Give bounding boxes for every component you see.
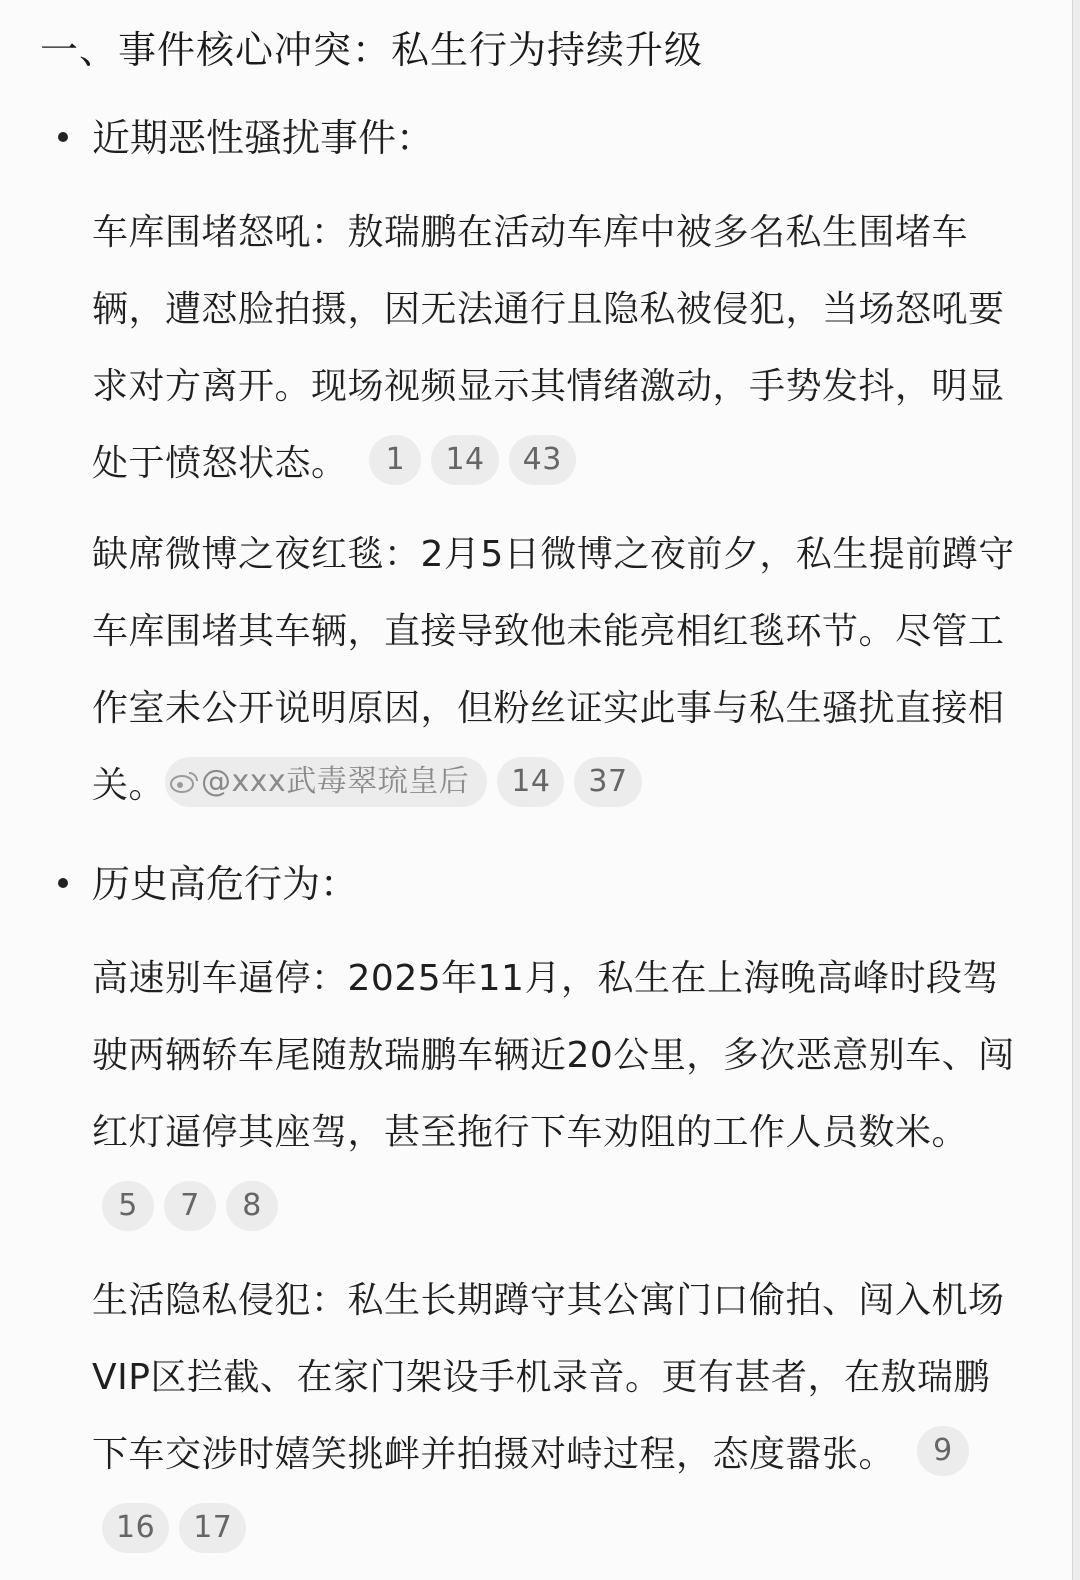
citation-badge[interactable]: 1: [369, 435, 421, 485]
paragraph-lead: 缺席微博之夜红毯：: [92, 534, 421, 575]
citation-badge[interactable]: 9: [917, 1426, 969, 1476]
weibo-watermark: [165, 757, 487, 807]
citation-badge[interactable]: 14: [431, 435, 498, 485]
paragraph-text: 2025年11月，私生在上海晚高峰时段驾驶两辆轿车尾随敖瑞鹏车辆近20公里，多次恶意别车、闯红灯逼停其座驾，甚至拖行下车劝阻的工作人员数米。: [92, 958, 1015, 1153]
citation-badge[interactable]: 16: [102, 1503, 169, 1553]
paragraph-highway-cutoff: [92, 940, 1022, 1248]
section-heading: 一、事件核心冲突：私生行为持续升级: [40, 28, 704, 72]
paragraph-text: 敖瑞鹏在活动车库中被多名私生围堵车辆，遭怼脸拍摄，因无法通行且隐私被侵犯，当场怒吼要求对方离开。现场视频显示其情绪激动，手势发抖，明显处于愤怒状态。: [92, 212, 1005, 484]
paragraph-garage-confrontation: [92, 194, 1022, 502]
citation-badge[interactable]: 14: [497, 757, 564, 807]
paragraph-lead: 生活隐私侵犯：: [92, 1280, 348, 1321]
bullet-label: 近期恶性骚扰事件：: [92, 116, 435, 160]
paragraph-privacy-violation: [92, 1262, 1022, 1570]
right-edge: [1072, 0, 1080, 1580]
paragraph-text: 2月5日微博之夜前夕，私生提前蹲守车库围堵其车辆，直接导致他未能亮相红毯环节。尽管工作室未公开说明原因，但粉丝证实此事与私生骚扰直接相关。: [92, 534, 1015, 806]
citation-badge[interactable]: 7: [164, 1181, 216, 1231]
citation-badge[interactable]: 5: [102, 1181, 154, 1231]
bullet-label: 历史高危行为：: [92, 862, 359, 906]
citation-badge[interactable]: 37: [574, 757, 641, 807]
bullet-dot-icon: [58, 878, 68, 888]
citation-badge[interactable]: 8: [226, 1181, 278, 1231]
paragraph-text: 私生长期蹲守其公寓门口偷拍、闯入机场VIP区拦截、在家门架设手机录音。更有甚者，在敖瑞鹏下车交涉时嬉笑挑衅并拍摄对峙过程，态度嚣张。: [92, 1280, 1005, 1475]
bullet-recent-incidents: [58, 108, 434, 168]
citation-badge[interactable]: 17: [179, 1503, 246, 1553]
watermark-text: @xxx武毒翠琉皇后: [200, 764, 470, 799]
bullet-history-high-risk: [58, 854, 358, 914]
weibo-logo-icon: [169, 770, 199, 794]
paragraph-lead: 车库围堵怒吼：: [92, 212, 348, 253]
paragraph-lead: 高速别车逼停：: [92, 958, 348, 999]
bullet-dot-icon: [58, 132, 68, 142]
citation-badge[interactable]: 43: [509, 435, 576, 485]
paragraph-weibo-night: [92, 516, 1022, 824]
